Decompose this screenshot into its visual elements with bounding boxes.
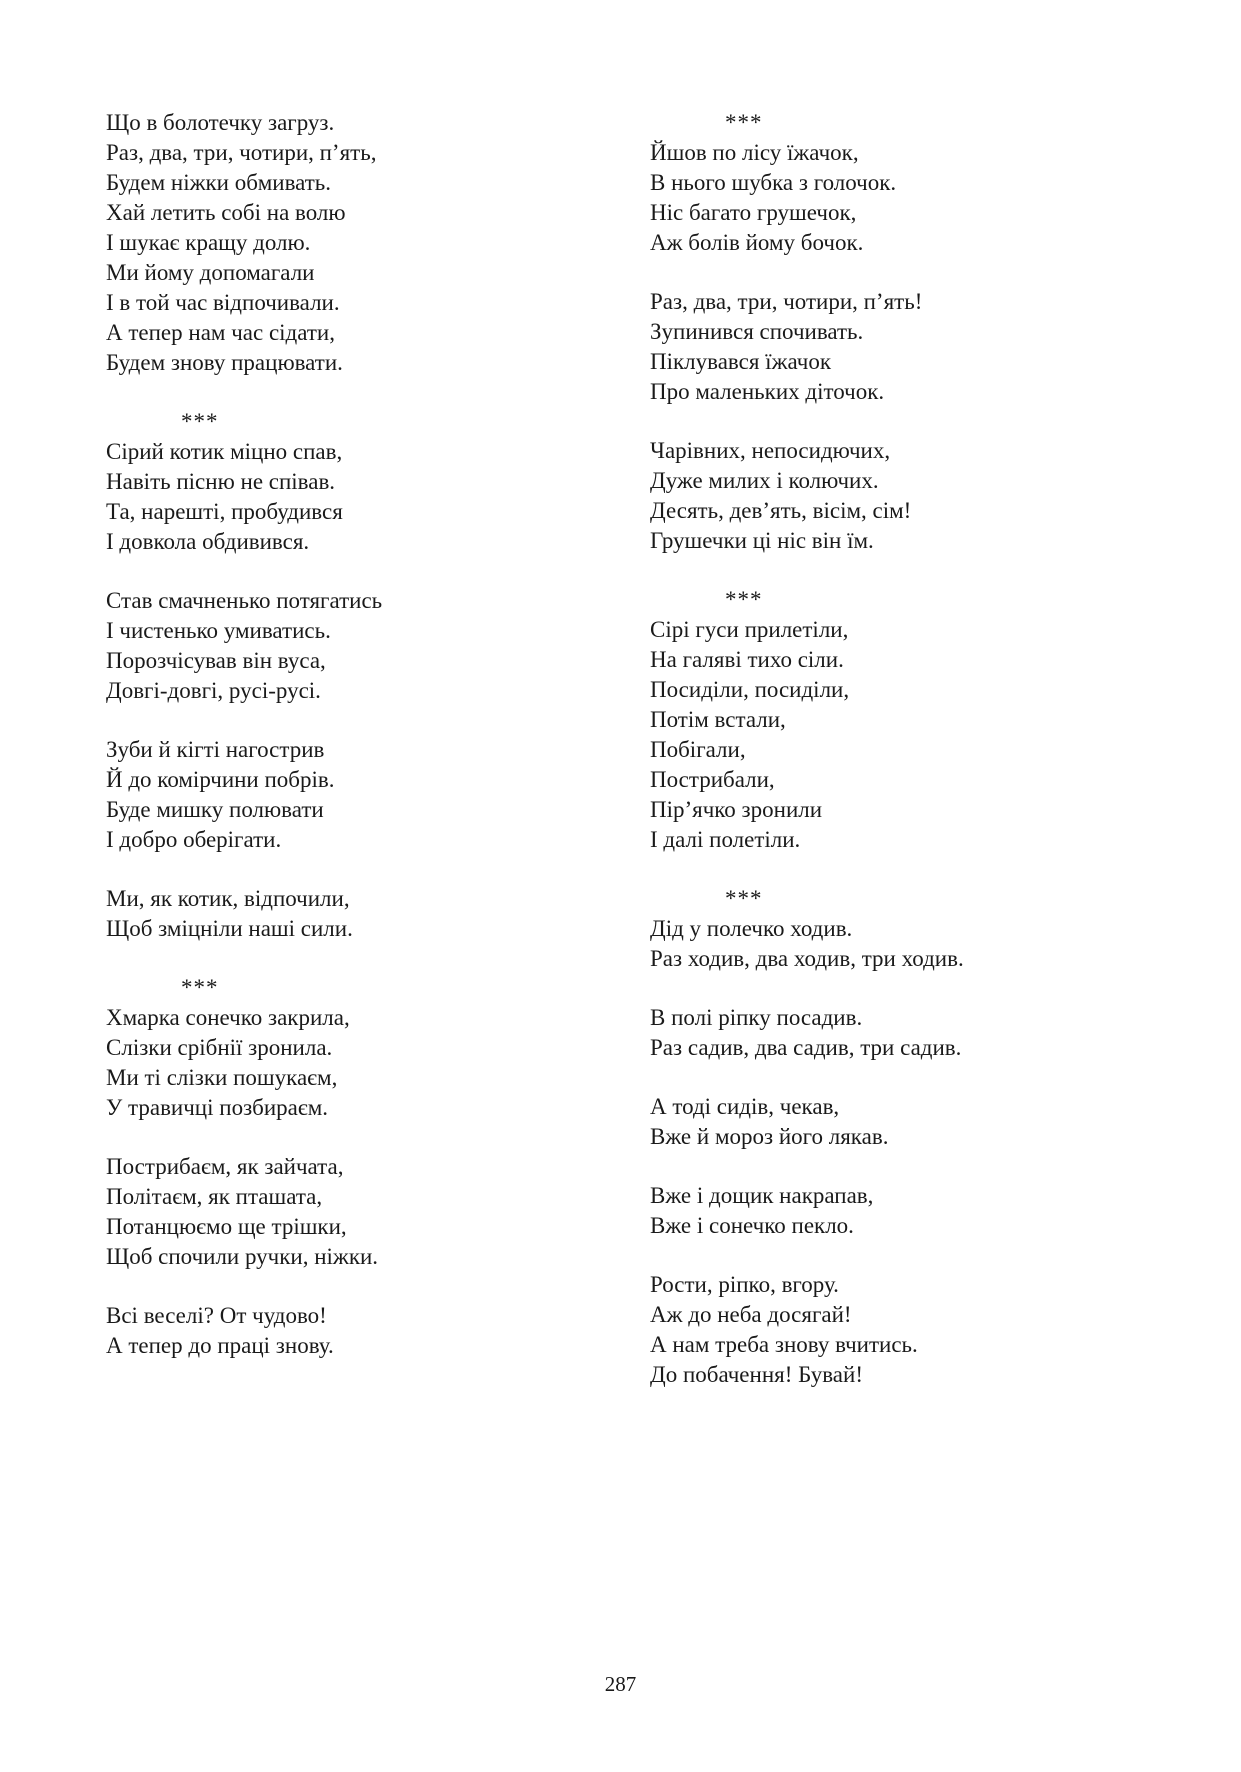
poem-line: Зупинився спочивать. <box>650 319 864 344</box>
poem-line: Хай летить собі на волю <box>106 200 346 225</box>
poem-line: Піклувався їжачок <box>650 349 831 374</box>
poem-stanza <box>106 1152 606 1272</box>
poem-line: Десять, дев’ять, вісім, сім! <box>650 498 912 523</box>
poem-stanza <box>106 735 606 855</box>
poem-line: Ми йому допомагали <box>106 260 315 285</box>
poem-line: Ми, як котик, відпочили, <box>106 886 350 911</box>
poem-line: Що в болотечку загруз. <box>106 110 335 135</box>
poem-line: На галяві тихо сіли. <box>650 647 844 672</box>
poem-line: Йшов по лісу їжачок, <box>650 140 859 165</box>
poem-stanza <box>650 1270 1150 1390</box>
poem-line: І довкола обдивився. <box>106 529 310 554</box>
poem-line: Дуже милих і колючих. <box>650 468 879 493</box>
poem-stanza <box>650 287 1150 407</box>
poem-line: Аж болів йому бочок. <box>650 230 864 255</box>
left-column <box>106 108 606 1390</box>
poem-stanza <box>650 1003 1150 1063</box>
poem-line: І шукає кращу долю. <box>106 230 311 255</box>
poem-line: Слізки срібнії зронила. <box>106 1035 333 1060</box>
poem-line: Про маленьких діточок. <box>650 379 885 404</box>
poem-line: Всі веселі? От чудово! <box>106 1303 327 1328</box>
poem-stanza <box>106 586 606 706</box>
poem-line: Будем знову працювати. <box>106 350 343 375</box>
stanza-separator: *** <box>181 409 219 434</box>
poem-line: Чарівних, непосидючих, <box>650 438 891 463</box>
poem-line: Ми ті слізки пошукаєм, <box>106 1065 338 1090</box>
poem-stanza <box>106 437 606 557</box>
poem-line: Вже і дощик накрапав, <box>650 1183 874 1208</box>
poem-stanza <box>106 884 606 944</box>
poem-stanza <box>106 108 606 378</box>
poem-line: Довгі-довгі, русі-русі. <box>106 678 321 703</box>
poem-line: Раз садив, два садив, три садив. <box>650 1035 962 1060</box>
poem-line: Будем ніжки обмивать. <box>106 170 332 195</box>
poem-line: А тепер до праці знову. <box>106 1333 334 1358</box>
poem-line: Рости, ріпко, вгору. <box>650 1272 839 1297</box>
poem-line: Грушечки ці ніс він їм. <box>650 528 874 553</box>
poem-line: У травичці позбираєм. <box>106 1095 329 1120</box>
poem-line: Щоб спочили ручки, ніжки. <box>106 1244 379 1269</box>
poem-line: Побігали, <box>650 737 746 762</box>
poem-line: В полі ріпку посадив. <box>650 1005 863 1030</box>
poem-line: Вже і сонечко пекло. <box>650 1213 854 1238</box>
stanza-separator: *** <box>181 975 219 1000</box>
poem-line: Щоб зміцніли наші сили. <box>106 916 353 941</box>
poem-line: І далі полетіли. <box>650 827 801 852</box>
poem-stanza <box>650 1181 1150 1241</box>
poem-line: Посиділи, посиділи, <box>650 677 850 702</box>
poem-line: Політаєм, як пташата, <box>106 1184 323 1209</box>
poem-line: Потім встали, <box>650 707 786 732</box>
poem-line: А тоді сидів, чекав, <box>650 1094 840 1119</box>
poem-line: В нього шубка з голочок. <box>650 170 897 195</box>
poem-line: Буде мишку полювати <box>106 797 324 822</box>
poem-line: Ніс багато грушечок, <box>650 200 857 225</box>
poem-line: Дід у полечко ходив. <box>650 916 853 941</box>
poem-stanza <box>106 1301 606 1361</box>
poem-line: Пострибаєм, як зайчата, <box>106 1154 344 1179</box>
poem-stanza <box>650 138 1150 258</box>
poem-line: Сірий котик міцно спав, <box>106 439 343 464</box>
poem-line: Раз, два, три, чотири, п’ять, <box>106 140 377 165</box>
poem-stanza <box>650 615 1150 855</box>
poem-line: До побачення! Бувай! <box>650 1362 863 1387</box>
poem-line: І чистенько умиватись. <box>106 618 331 643</box>
page-number: 287 <box>604 1672 637 1696</box>
stanza-separator: *** <box>725 886 763 911</box>
poem-line: Аж до неба досягай! <box>650 1302 852 1327</box>
poem-line: Хмарка сонечко закрила, <box>106 1005 350 1030</box>
poem-stanza <box>650 436 1150 556</box>
poem-line: І добро оберігати. <box>106 827 282 852</box>
poem-line: Потанцюємо ще трішки, <box>106 1214 347 1239</box>
poem-line: Порозчісував він вуса, <box>106 648 326 673</box>
poem-line: Навіть пісню не співав. <box>106 469 336 494</box>
poem-stanza <box>650 1092 1150 1152</box>
right-column <box>650 108 1150 1419</box>
poem-line: Раз ходив, два ходив, три ходив. <box>650 946 964 971</box>
poem-line: Раз, два, три, чотири, п’ять! <box>650 289 923 314</box>
poem-line: Став смачненько потягатись <box>106 588 383 613</box>
poem-line: А тепер нам час сідати, <box>106 320 335 345</box>
poem-line: Вже й мороз його лякав. <box>650 1124 889 1149</box>
poem-line: Пір’ячко зронили <box>650 797 823 822</box>
poem-line: Пострибали, <box>650 767 775 792</box>
stanza-separator: *** <box>725 110 763 135</box>
poem-line: Сірі гуси прилетіли, <box>650 617 849 642</box>
poem-line: Зуби й кігті нагострив <box>106 737 325 762</box>
poem-stanza <box>106 1003 606 1123</box>
poem-line: Й до комірчини побрів. <box>106 767 335 792</box>
stanza-separator: *** <box>725 587 763 612</box>
poem-stanza <box>650 914 1150 974</box>
poem-line: А нам треба знову вчитись. <box>650 1332 918 1357</box>
poem-line: Та, нарешті, пробудився <box>106 499 343 524</box>
poem-line: І в той час відпочивали. <box>106 290 340 315</box>
